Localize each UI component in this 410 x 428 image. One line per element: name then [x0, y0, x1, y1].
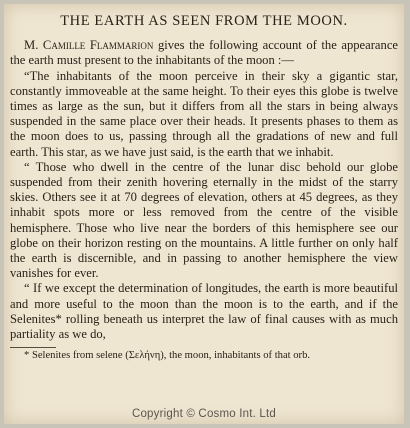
- scanned-page: [4, 4, 404, 424]
- author-name: M. Camille Flammarion: [24, 38, 154, 53]
- paragraph-3: “ If we except the determination of longitudes, the earth is more beautiful and more useful to the moon than the moon is to the earth, and if the Selenites* rolling beneath us interpret the law of final causes with as much partiality as we do,: [10, 281, 398, 342]
- article-title: THE EARTH AS SEEN FROM THE MOON.: [60, 13, 348, 29]
- article-body: [10, 14, 398, 362]
- copyright-watermark: Copyright © Cosmo Int. Ltd: [131, 408, 277, 420]
- footnote-rule: [10, 347, 56, 348]
- intro-text: gives the following account of the appearance the earth must present to the inhabitants of the moon :—: [10, 38, 398, 68]
- paragraph-1: “The inhabitants of the moon perceive in their sky a gigantic star, constantly immoveable at the same height. To their eyes this globe is twelve times as large as the sun, but it differs from all the stars in being always suspended in the same place over their heads. It presents phases to them as the moon does to us, passing through all the gradations of new and full earth. This star, as we have just said, is the earth that we inhabit.: [10, 68, 398, 159]
- footnote: * Selenites from selene (Σελήνη), the moon, inhabitants of that orb.: [24, 350, 311, 362]
- intro-paragraph: [10, 38, 398, 68]
- paragraph-2: “ Those who dwell in the centre of the lunar disc behold our globe suspended from their zenith hovering eternally in the midst of the starry skies. Others see it at 70 degrees of elevation, others at 45 degrees, as they inhabit spots more or less removed from the centre of the visible hemisphere. Those who live near the borders of this hemisphere see our globe on their horizon resting on the mountains. A little further on only half the earth is discernible, and in passing to another hemisphere the view vanishes for ever.: [10, 159, 398, 281]
